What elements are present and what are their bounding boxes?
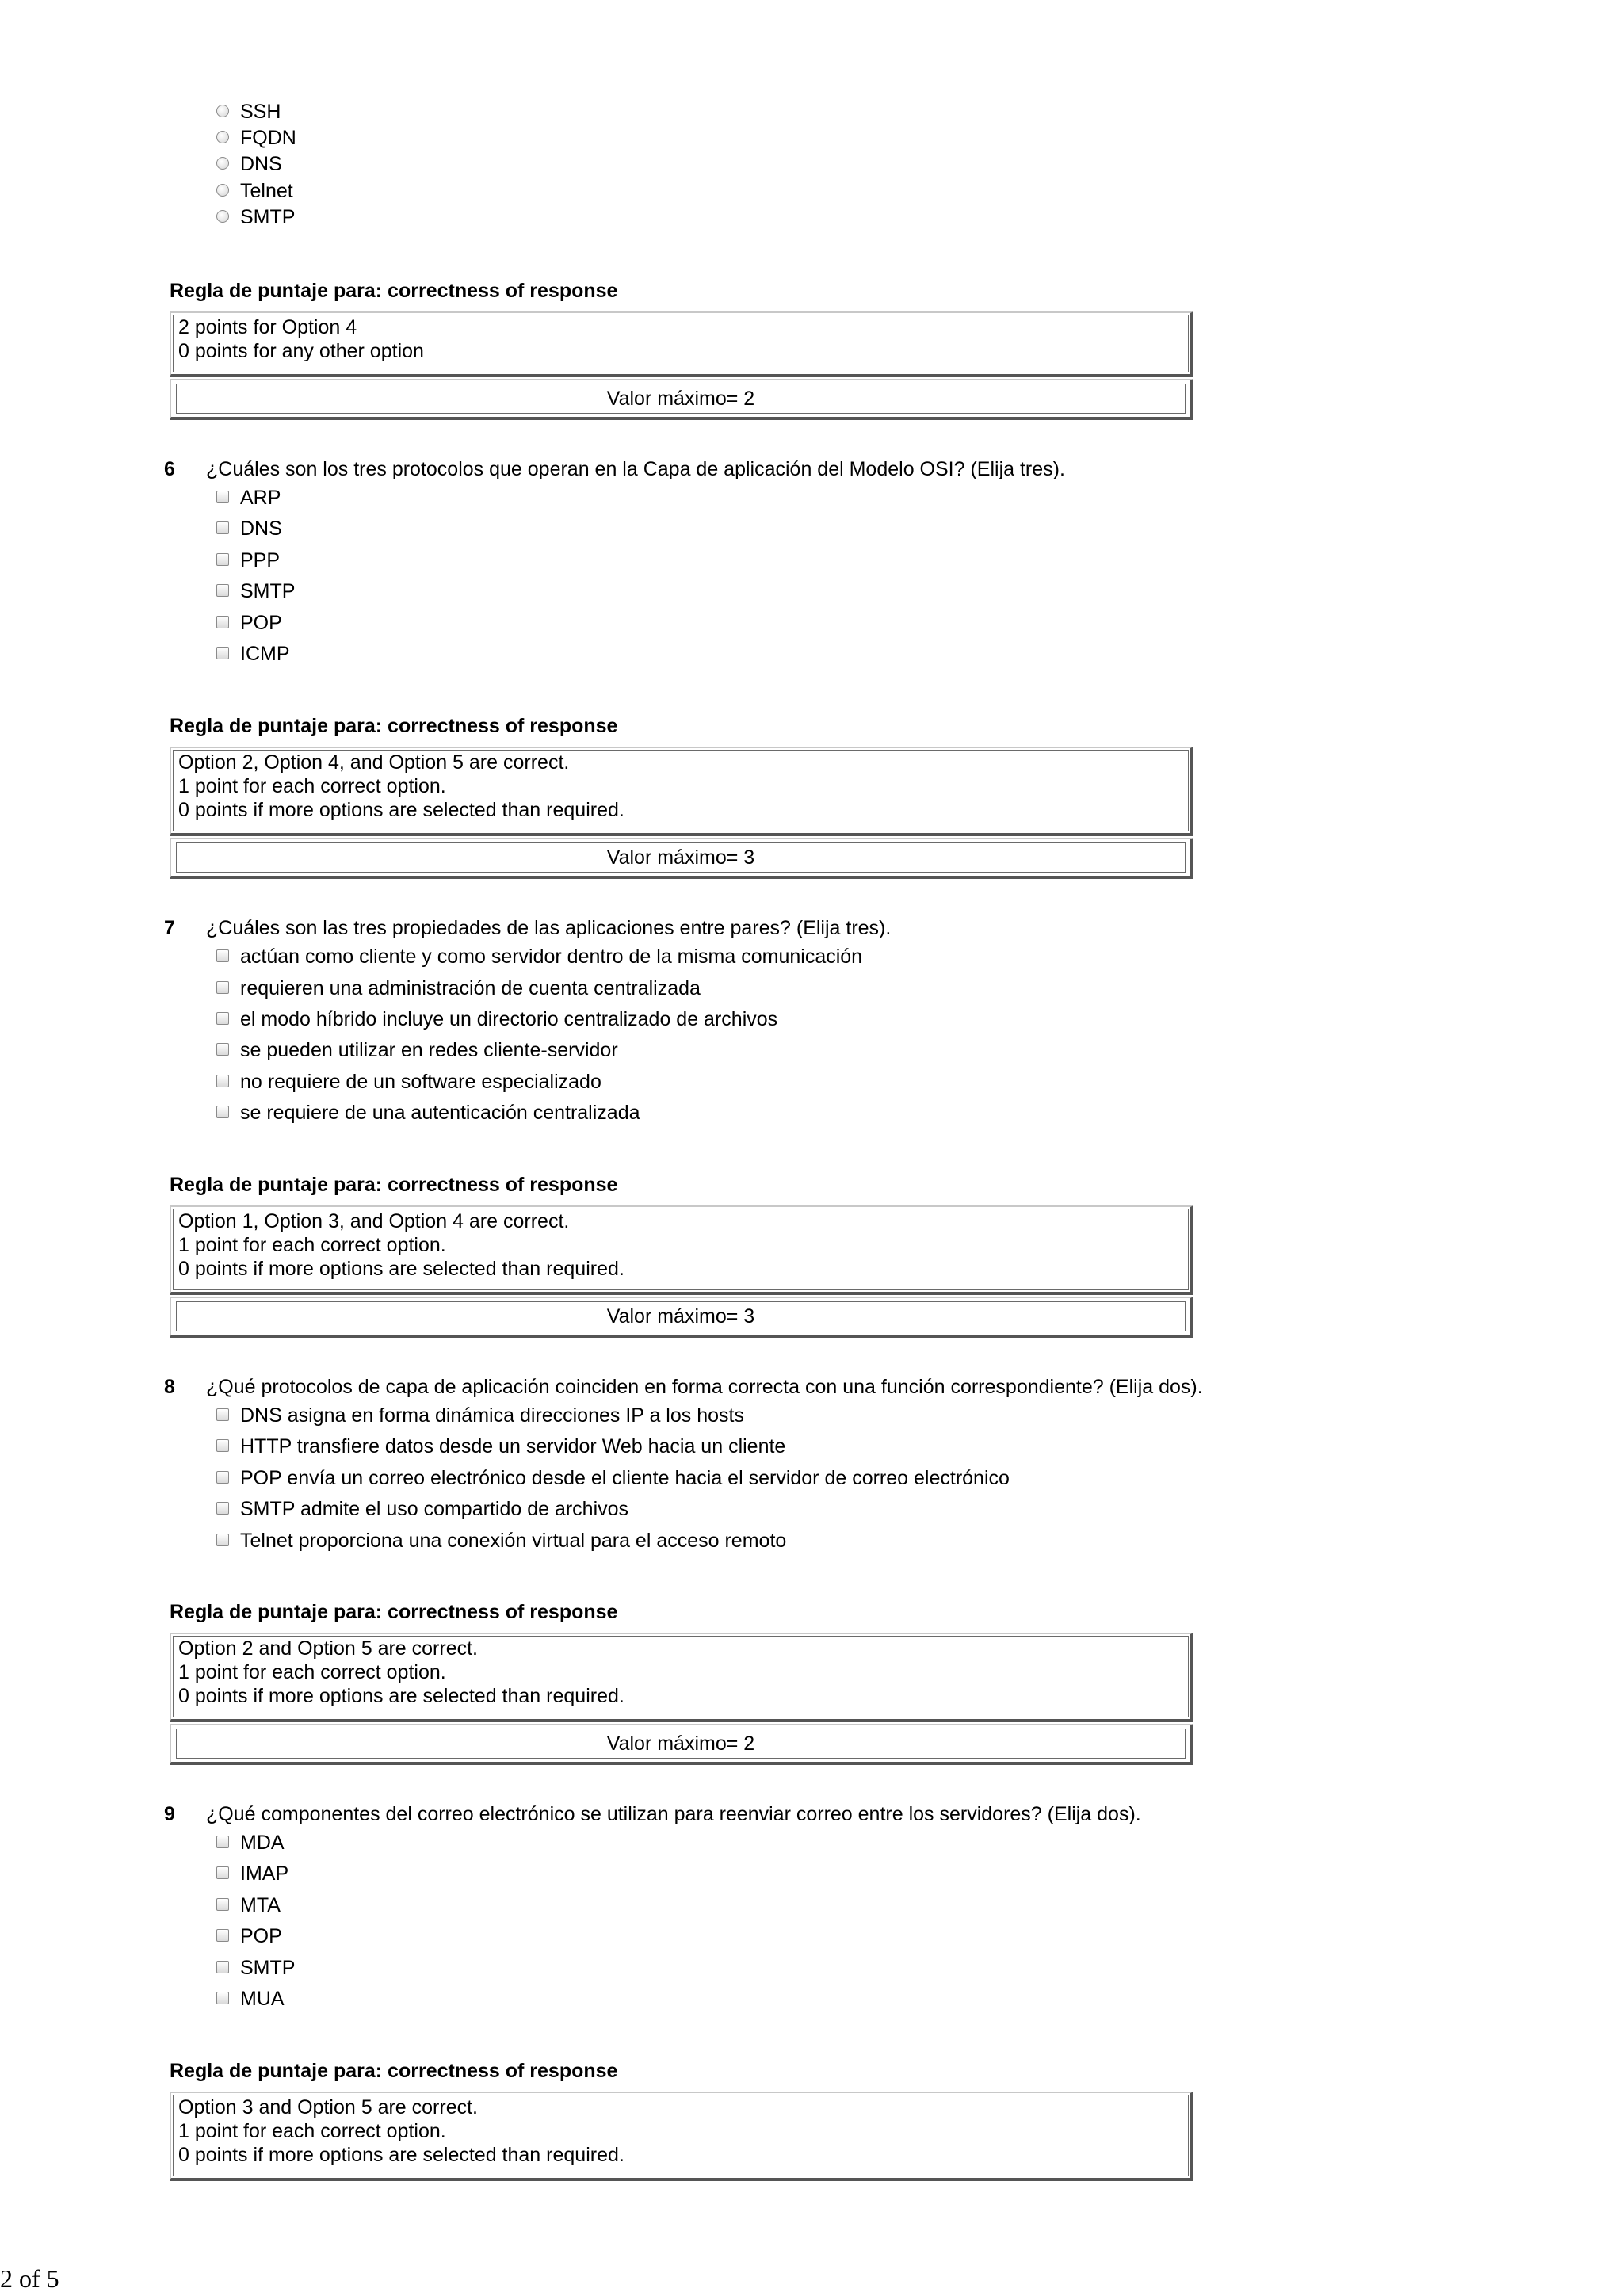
option-label: ARP: [240, 487, 281, 509]
checkbox[interactable]: [216, 1502, 229, 1515]
checkbox-option[interactable]: [216, 1497, 628, 1521]
radio-option[interactable]: [216, 126, 296, 150]
checkbox[interactable]: [216, 949, 229, 962]
question-text: ¿Cuáles son las tres propiedades de las aplicaciones entre pares? (Elija tres).: [206, 917, 892, 939]
rule-line: Option 2, Option 4, and Option 5 are correct.: [178, 751, 570, 774]
rule-line: 1 point for each correct option.: [178, 1234, 446, 1256]
max-value-box: [170, 838, 1193, 879]
option-label: HTTP transfiere datos desde un servidor Web hacia un cliente: [240, 1435, 786, 1457]
checkbox-option[interactable]: [216, 1529, 786, 1553]
checkbox[interactable]: [216, 521, 229, 534]
rule-line: 1 point for each correct option.: [178, 2120, 446, 2142]
checkbox[interactable]: [216, 1106, 229, 1118]
scoring-rule-box: [170, 2092, 1193, 2181]
rule-line: 2 points for Option 4: [178, 316, 357, 338]
rule-line: 0 points for any other option: [178, 340, 424, 362]
option-label: IMAP: [240, 1862, 289, 1885]
option-label: requieren una administración de cuenta centralizada: [240, 977, 701, 999]
rule-line: 0 points if more options are selected than required.: [178, 799, 624, 821]
max-value: Valor máximo= 2: [176, 1729, 1186, 1759]
option-label: se pueden utilizar en redes cliente-servidor: [240, 1039, 618, 1061]
option-label: SMTP: [240, 206, 296, 228]
question-text: ¿Cuáles son los tres protocolos que operan en la Capa de aplicación del Modelo OSI? (Elija tres).: [206, 458, 1065, 480]
max-value: Valor máximo= 2: [176, 384, 1186, 414]
checkbox-option[interactable]: [216, 642, 290, 666]
radio-option[interactable]: [216, 179, 293, 203]
question-number: 9: [164, 1803, 175, 1825]
option-label: POP envía un correo electrónico desde el cliente hacia el servidor de correo electrónico: [240, 1467, 1010, 1489]
radio-button[interactable]: [216, 184, 229, 197]
checkbox[interactable]: [216, 1836, 229, 1848]
checkbox[interactable]: [216, 1534, 229, 1546]
checkbox[interactable]: [216, 1075, 229, 1087]
checkbox[interactable]: [216, 584, 229, 597]
checkbox[interactable]: [216, 1012, 229, 1025]
rule-line: 0 points if more options are selected than required.: [178, 2144, 624, 2166]
question-text: ¿Qué componentes del correo electrónico se utilizan para reenviar correo entre los servidores? (Elija dos).: [206, 1803, 1141, 1825]
checkbox[interactable]: [216, 1471, 229, 1484]
option-label: POP: [240, 1925, 282, 1947]
option-label: no requiere de un software especializado: [240, 1071, 601, 1093]
option-label: FQDN: [240, 127, 296, 149]
option-label: actúan como cliente y como servidor dentro de la misma comunicación: [240, 946, 863, 968]
rule-line: 1 point for each correct option.: [178, 775, 446, 797]
checkbox-option[interactable]: [216, 1038, 618, 1062]
checkbox[interactable]: [216, 1929, 229, 1942]
scoring-rule-title: Regla de puntaje para: correctness of response: [170, 715, 618, 737]
max-value: Valor máximo= 3: [176, 842, 1186, 873]
radio-option[interactable]: [216, 205, 295, 229]
page-number: 2 of 5: [0, 2264, 59, 2293]
scoring-rule-title: Regla de puntaje para: correctness of response: [170, 280, 618, 302]
rule-line: 0 points if more options are selected than required.: [178, 1258, 624, 1280]
max-value: Valor máximo= 3: [176, 1301, 1186, 1331]
option-label: DNS: [240, 153, 282, 175]
scoring-rule-box: [170, 311, 1193, 377]
max-value-box: [170, 379, 1193, 420]
scoring-rule-box: [170, 1205, 1193, 1295]
radio-button[interactable]: [216, 105, 229, 117]
option-label: DNS asigna en forma dinámica direcciones IP a los hosts: [240, 1404, 744, 1427]
checkbox[interactable]: [216, 1408, 229, 1421]
scoring-rule-title: Regla de puntaje para: correctness of response: [170, 2060, 618, 2082]
scoring-rule-title: Regla de puntaje para: correctness of response: [170, 1601, 618, 1623]
scoring-rule-text: [173, 2095, 1189, 2176]
option-label: se requiere de una autenticación centralizada: [240, 1102, 640, 1124]
checkbox-option[interactable]: [216, 945, 862, 968]
option-label: el modo híbrido incluye un directorio centralizado de archivos: [240, 1008, 778, 1030]
checkbox[interactable]: [216, 616, 229, 628]
question-number: 6: [164, 458, 175, 480]
checkbox[interactable]: [216, 1866, 229, 1879]
rule-line: Option 2 and Option 5 are correct.: [178, 1637, 478, 1660]
rule-line: Option 1, Option 3, and Option 4 are correct.: [178, 1210, 570, 1232]
checkbox-option[interactable]: [216, 579, 295, 603]
option-label: MTA: [240, 1894, 281, 1916]
checkbox[interactable]: [216, 1961, 229, 1973]
radio-button[interactable]: [216, 157, 229, 170]
scoring-rule-text: [173, 750, 1189, 831]
question-number: 7: [164, 917, 175, 939]
checkbox-option[interactable]: [216, 1831, 285, 1855]
checkbox-option[interactable]: [216, 1007, 777, 1031]
checkbox-option[interactable]: [216, 1893, 281, 1917]
option-label: POP: [240, 612, 282, 634]
option-label: SMTP: [240, 1957, 296, 1979]
checkbox-option[interactable]: [216, 1862, 288, 1885]
radio-option[interactable]: [216, 152, 282, 176]
rule-line: Option 3 and Option 5 are correct.: [178, 2096, 478, 2118]
rule-line: 0 points if more options are selected than required.: [178, 1685, 624, 1707]
option-label: ICMP: [240, 643, 290, 665]
option-label: Telnet proporciona una conexión virtual para el acceso remoto: [240, 1530, 787, 1552]
scoring-rule-box: [170, 747, 1193, 836]
question-number: 8: [164, 1376, 175, 1398]
max-value-box: [170, 1297, 1193, 1338]
checkbox-option[interactable]: [216, 976, 701, 1000]
checkbox[interactable]: [216, 491, 229, 503]
checkbox-option[interactable]: [216, 1435, 785, 1458]
option-label: SSH: [240, 101, 281, 123]
checkbox-option[interactable]: [216, 1924, 282, 1948]
checkbox-option[interactable]: [216, 1987, 285, 2011]
checkbox-option[interactable]: [216, 517, 282, 541]
rule-line: 1 point for each correct option.: [178, 1661, 446, 1683]
checkbox-option[interactable]: [216, 1101, 640, 1125]
checkbox[interactable]: [216, 1439, 229, 1452]
checkbox[interactable]: [216, 647, 229, 659]
option-label: PPP: [240, 549, 281, 571]
checkbox-option[interactable]: [216, 611, 282, 635]
scoring-rule-box: [170, 1633, 1193, 1722]
option-label: SMTP admite el uso compartido de archivos: [240, 1498, 629, 1520]
checkbox-option[interactable]: [216, 1956, 295, 1980]
checkbox-option[interactable]: [216, 1070, 601, 1094]
option-label: MDA: [240, 1832, 285, 1854]
checkbox-option[interactable]: [216, 1466, 1010, 1490]
option-label: SMTP: [240, 580, 296, 602]
checkbox-option[interactable]: [216, 1404, 744, 1427]
checkbox-option[interactable]: [216, 548, 280, 572]
checkbox[interactable]: [216, 981, 229, 994]
checkbox[interactable]: [216, 1043, 229, 1056]
checkbox[interactable]: [216, 553, 229, 566]
option-label: MUA: [240, 1988, 285, 2010]
question-text: ¿Qué protocolos de capa de aplicación coinciden en forma correcta con una función correspondiente? (Elija dos).: [206, 1376, 1203, 1398]
scoring-rule-text: [173, 315, 1189, 372]
checkbox[interactable]: [216, 1898, 229, 1911]
radio-button[interactable]: [216, 131, 229, 143]
option-label: DNS: [240, 518, 282, 540]
scoring-rule-text: [173, 1636, 1189, 1717]
checkbox[interactable]: [216, 1992, 229, 2004]
checkbox-option[interactable]: [216, 486, 281, 510]
scoring-rule-title: Regla de puntaje para: correctness of response: [170, 1174, 618, 1196]
radio-option[interactable]: [216, 100, 281, 124]
radio-button[interactable]: [216, 210, 229, 223]
max-value-box: [170, 1724, 1193, 1765]
option-label: Telnet: [240, 180, 293, 202]
scoring-rule-text: [173, 1209, 1189, 1290]
